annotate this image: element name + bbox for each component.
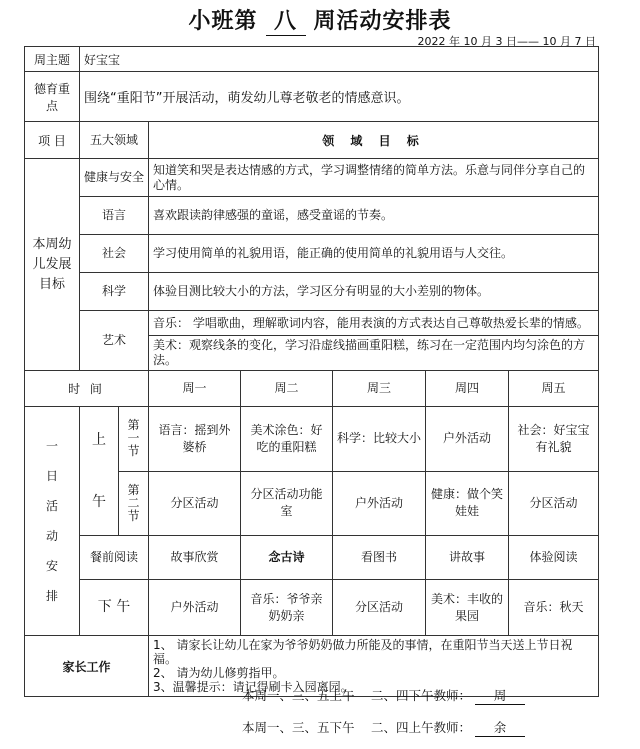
fri-session1: 社会：好宝宝有礼貌 [509,407,599,472]
day-thu: 周四 [426,371,509,407]
goal-art-fine: 美术：观察线条的变化，学习沿虚线描画重阳糕，练习在一定范围内均匀涂色的方法。 [149,336,599,371]
wed-reading: 看图书 [333,536,426,580]
day-fri: 周五 [509,371,599,407]
domain-language: 语言 [80,197,149,235]
fri-reading: 体验阅读 [509,536,599,580]
thu-session1: 户外活动 [426,407,509,472]
wed-session1: 科学：比较大小 [333,407,426,472]
theme-label: 周主题 [25,47,80,72]
session-1-label: 第一节 [119,407,149,472]
item-header: 项 目 [25,122,80,159]
day-mon: 周一 [149,371,241,407]
tue-reading: 念古诗 [241,536,333,580]
daily-schedule-label: 一日活动安排 [25,407,80,636]
thu-session2: 健康：做个笑娃娃 [426,471,509,536]
week-number: 八 [266,4,306,36]
thu-reading: 讲故事 [426,536,509,580]
fri-session2: 分区活动 [509,471,599,536]
wed-afternoon: 分区活动 [333,580,426,636]
schedule-table [24,46,599,697]
moral-value: 围绕“重阳节”开展活动，萌发幼儿尊老敬老的情感意识。 [80,72,599,122]
goal-social: 学习使用简单的礼貌用语，能正确的使用简单的礼貌用语与人交往。 [149,235,599,273]
time-header: 时 间 [25,371,149,407]
goal-language: 喜欢跟读韵律感强的童谣，感受童谣的节奏。 [149,197,599,235]
goal-science: 体验目测比较大小的方法，学习区分有明显的大小差别的物体。 [149,273,599,311]
parent-note: 3、温馨提示：请记得刷卡入园离园。 [153,680,353,694]
domain-social: 社会 [80,235,149,273]
parent-note: 1、 请家长让幼儿在家为爷爷奶奶做力所能及的事情，在重阳节当天送上节日祝福。 [153,638,573,666]
teacher-line-2: 本周一、三、五下午 二、四上午教师： 余 [242,718,525,737]
mon-afternoon: 户外活动 [149,580,241,636]
goal-health: 知道笑和哭是表达情感的方式，学习调整情绪的简单方法。乐意与同伴分享自己的心情。 [149,159,599,197]
weekly-goals-label: 本周幼儿发展目标 [25,159,80,371]
mon-session2: 分区活动 [149,471,241,536]
theme-value: 好宝宝 [80,47,599,72]
teacher-line-1: 本周一、三、五上午 二、四下午教师： 周 [242,686,525,705]
domain-science: 科学 [80,273,149,311]
afternoon-label: 下 午 [80,580,149,636]
day-tue: 周二 [241,371,333,407]
reading-label: 餐前阅读 [80,536,149,580]
domains-header: 五大领域 [80,122,149,159]
page-title [0,4,640,36]
tue-afternoon: 音乐：爷爷亲奶奶亲 [241,580,333,636]
wed-session2: 户外活动 [333,471,426,536]
mon-reading: 故事欣赏 [149,536,241,580]
mon-session1: 语言：摇到外婆桥 [149,407,241,472]
goal-art-music: 音乐： 学唱歌曲，理解歌词内容，能用表演的方式表达自己尊敬热爱长辈的情感。 [149,311,599,336]
title-suffix: 周活动安排表 [313,9,452,34]
domain-art: 艺术 [80,311,149,371]
teacher-name-2: 余 [475,718,525,737]
morning-label: 上 午 [80,407,119,536]
parent-note: 2、 请为幼儿修剪指甲。 [153,666,285,680]
tue-session2: 分区活动功能室 [241,471,333,536]
date-range: 2022 年 10 月 3 日—— 10 月 7 日 [417,35,596,48]
moral-label: 德育重点 [25,72,80,122]
session-2-label: 第二节 [119,471,149,536]
title-prefix: 小班第 [188,9,258,34]
fri-afternoon: 音乐：秋天 [509,580,599,636]
teacher-name-1: 周 [475,686,525,705]
goals-header: 领 域 目 标 [149,122,599,159]
parent-work-label: 家长工作 [25,636,149,697]
tue-session1: 美术涂色：好吃的重阳糕 [241,407,333,472]
day-wed: 周三 [333,371,426,407]
thu-afternoon: 美术：丰收的果园 [426,580,509,636]
domain-health: 健康与安全 [80,159,149,197]
